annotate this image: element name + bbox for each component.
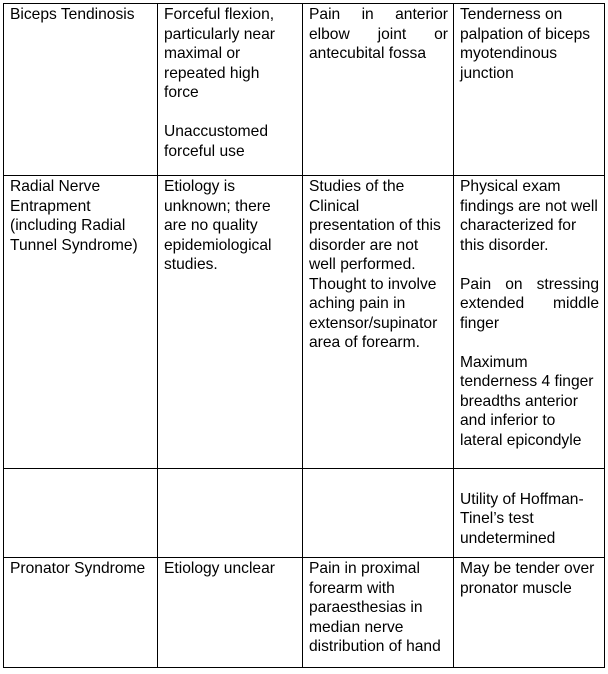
presentation-cell bbox=[303, 4, 454, 176]
cell-text: Utility of Hoffman-Tinel’s test undetermined bbox=[460, 490, 584, 547]
cell-text: Maximum tenderness 4 finger breadths anterior and inferior to lateral epicondyle bbox=[460, 353, 594, 449]
condition-cell bbox=[4, 469, 158, 558]
cell-text: Studies of the Clinical presentation of this disorder are not well performed. Thought to involve aching pain in extensor/supinator area of forearm. bbox=[309, 178, 441, 351]
condition-cell bbox=[4, 558, 158, 668]
exam-findings-cell bbox=[454, 558, 605, 668]
cell-text: Pronator Syndrome bbox=[10, 560, 146, 577]
cell-text: Pain in proximal forearm with paraesthesias in median nerve distribution of hand bbox=[309, 560, 441, 655]
cell-text: Pain on stressing extended middle finger bbox=[460, 275, 599, 332]
table-row-continuation bbox=[4, 469, 605, 558]
cell-text: Unaccustomed forceful use bbox=[164, 123, 269, 160]
condition-cell bbox=[4, 176, 158, 469]
cell-text: May be tender over pronator muscle bbox=[460, 560, 595, 597]
cell-text: Etiology unclear bbox=[164, 560, 275, 577]
presentation-cell bbox=[303, 469, 454, 558]
condition-cell bbox=[4, 4, 158, 176]
exam-findings-cell bbox=[454, 4, 605, 176]
cell-text: Pain in anterior elbow joint or antecubital fossa bbox=[309, 6, 448, 62]
table-row-radial-nerve-entrapment bbox=[4, 176, 605, 469]
cell-text: Tenderness on palpation of biceps myotendinous junction bbox=[460, 6, 591, 82]
cell-text: Biceps Tendinosis bbox=[10, 6, 135, 23]
table-row-pronator-syndrome bbox=[4, 558, 605, 668]
etiology-cell bbox=[158, 469, 303, 558]
cell-text: Physical exam findings are not well characterized for this disorder. bbox=[460, 178, 598, 254]
exam-findings-cell bbox=[454, 469, 605, 558]
etiology-cell bbox=[158, 558, 303, 668]
etiology-cell bbox=[158, 176, 303, 469]
clinical-findings-table bbox=[3, 3, 605, 668]
etiology-cell bbox=[158, 4, 303, 176]
cell-text: Forceful flexion, particularly near maximal or repeated high force bbox=[164, 6, 275, 101]
presentation-cell bbox=[303, 176, 454, 469]
exam-findings-cell bbox=[454, 176, 605, 469]
cell-text: Etiology is unknown; there are no quality epidemiological studies. bbox=[164, 178, 272, 273]
presentation-cell bbox=[303, 558, 454, 668]
cell-text: Radial Nerve Entrapment (including Radial Tunnel Syndrome) bbox=[10, 178, 138, 254]
table-row-biceps-tendinosis bbox=[4, 4, 605, 176]
